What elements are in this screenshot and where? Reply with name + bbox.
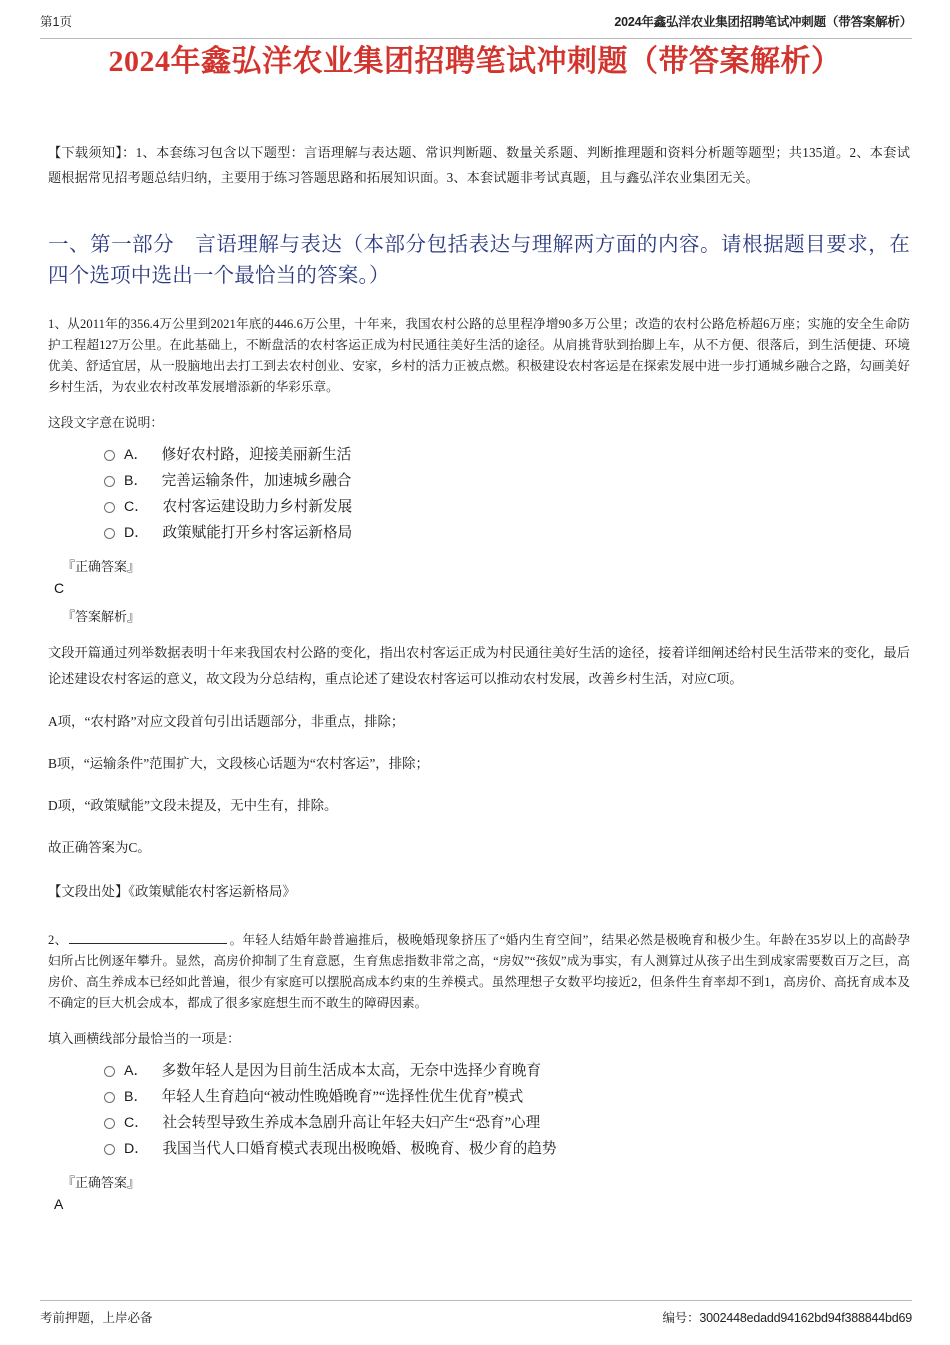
question-1-options [48, 442, 910, 546]
fill-in-blank[interactable] [69, 931, 227, 944]
question-2-stem-text: 。年轻人结婚年龄普遍推后，极晚婚现象挤压了“婚内生育空间”，结果必然是极晚育和极少生。年龄在35岁以上的高龄孕妇所占比例逐年攀升。显然，高房价抑制了生育意愿，生育焦虑指数非常之高，“房奴”“孩奴”成为事实，有人测算过从孩子出生到成家需要数百万之巨，高房价、高生养成本已经如此普遍，很少有家庭可以摆脱高成本约束的生养模式。虽然理想子女数平均接近2，但条件生育率却不到1，高房价、高抚育成本及不确定的巨大机会成本，都成了很多家庭想生而不敢生的障碍因素。 [48, 933, 910, 1010]
question-2-prompt: 填入画横线部分最恰当的一项是： [48, 1032, 240, 1046]
footer-serial [663, 1309, 913, 1327]
radio-button-icon[interactable] [104, 450, 115, 461]
option-text: 修好农村路，迎接美丽新生活 [161, 447, 352, 463]
option-text: 我国当代人口婚育模式表现出极晚婚、极晚育、极少育的趋势 [162, 1141, 557, 1157]
document-body [48, 140, 910, 1214]
footer-slogan: 考前押题，上岸必备 [40, 1311, 153, 1325]
option-text: 农村客运建设助力乡村新发展 [162, 499, 353, 515]
question-1-stem: 1、从2011年的356.4万公里到2021年底的446.6万公里，十年来，我国农村公路的总里程净增90多万公里；改造的农村公路危桥超6万座；实施的安全生命防护工程超127万公里。在此基础上，不断盘活的农村客运正成为村民通往美好生活的途径。从肩挑背驮到抬脚上车，从不方便、很落后，到生活便捷、环境优美、舒适宜居，从一股脑地出去打工到去农村创业、安家，乡村的活力正被点燃。积极建设农村客运是在探索发展中进一步打通城乡融合之路，勾画美好乡村生活，为农业农村改革发展增添新的华彩乐章。 [48, 317, 910, 394]
serial-value: 3002448edadd94162bd94f388844bd69 [699, 1311, 912, 1325]
question-1-source: 【文段出处】《政策赋能农村客运新格局》 [48, 884, 296, 899]
question-1-analysis-label: 『答案解析』 [62, 609, 141, 624]
option-letter: D． [124, 525, 149, 541]
option-text: 政策赋能打开乡村客运新格局 [162, 525, 353, 541]
option-letter: D． [124, 1141, 149, 1157]
question-1-answer-label: 『正确答案』 [62, 559, 141, 574]
radio-button-icon[interactable] [104, 1118, 115, 1129]
question-2-answer-label: 『正确答案』 [62, 1175, 141, 1190]
serial-label: 编号： [662, 1311, 700, 1325]
question-1-answer-value: C [54, 580, 65, 596]
option-c[interactable] [48, 494, 910, 520]
option-text: 社会转型导致生养成本急剧升高让年轻夫妇产生“恐育”心理 [162, 1115, 541, 1131]
question-2-answer-value: A [54, 1196, 64, 1212]
question-1-prompt: 这段文字意在说明： [48, 416, 164, 430]
option-text: 完善运输条件，加速城乡融合 [161, 473, 352, 489]
option-d[interactable] [48, 1136, 910, 1162]
option-letter: C． [124, 1115, 149, 1131]
question-spacer [48, 904, 910, 930]
option-letter: C． [124, 499, 149, 515]
running-footer [40, 1300, 912, 1327]
question-2-number: 2、 [48, 933, 68, 947]
option-letter: B． [124, 1089, 148, 1105]
option-text: 多数年轻人是因为目前生活成本太高，无奈中选择少育晚育 [161, 1063, 542, 1079]
question-1-analysis-item-a: A项，“农村路”对应文段首句引出话题部分，非重点，排除； [48, 714, 405, 729]
option-b[interactable] [48, 1084, 910, 1110]
radio-button-icon[interactable] [104, 1144, 115, 1155]
radio-button-icon[interactable] [104, 1092, 115, 1103]
radio-button-icon[interactable] [104, 528, 115, 539]
option-text: 年轻人生育趋向“被动性晚婚晚育”“选择性优生优育”模式 [161, 1089, 524, 1105]
option-a[interactable] [48, 1058, 910, 1084]
option-d[interactable] [48, 520, 910, 546]
option-b[interactable] [48, 468, 910, 494]
question-1-analysis-item-b: B项，“运输条件”范围扩大，文段核心话题为“农村客运”，排除； [48, 756, 429, 771]
option-letter: B． [124, 473, 148, 489]
question-1-analysis-conclusion: 故正确答案为C。 [48, 840, 151, 855]
radio-button-icon[interactable] [104, 502, 115, 513]
question-1-analysis: 文段开篇通过列举数据表明十年来我国农村公路的变化，指出农村客运正成为村民通往美好生活的途径，接着详细阐述给村民生活带来的变化，最后论述建设农村客运的意义，故文段为分总结构，重点论述了建设农村客运可以推动农村发展，改善乡村生活，对应C项。 [48, 645, 910, 686]
radio-button-icon[interactable] [104, 476, 115, 487]
question-block-1 [48, 314, 910, 904]
radio-button-icon[interactable] [104, 1066, 115, 1077]
running-header-title: 2024年鑫弘洋农业集团招聘笔试冲刺题（带答案解析） [614, 15, 912, 29]
question-2-options [48, 1058, 910, 1162]
question-1-analysis-item-d: D项，“政策赋能”文段未提及，无中生有，排除。 [48, 798, 338, 813]
option-letter: A． [124, 447, 148, 463]
section-heading: 一、第一部分 言语理解与表达（本部分包括表达与理解两方面的内容。请根据题目要求，在四个选项中选出一个最恰当的答案。） [48, 234, 910, 287]
option-c[interactable] [48, 1110, 910, 1136]
document-title: 2024年鑫弘洋农业集团招聘笔试冲刺题（带答案解析） [108, 45, 842, 78]
download-notice: 【下载须知】：1、本套练习包含以下题型：言语理解与表达题、常识判断题、数量关系题、判断推理题和资料分析题等题型；共135道。2、本套试题根据常见招考题总结归纳，主要用于练习答题思路和拓展知识面。3、本套试题非考试真题，且与鑫弘洋农业集团无关。 [48, 145, 910, 185]
page-indicator: 第1页 [40, 15, 72, 29]
question-block-2 [48, 930, 910, 1214]
running-header [40, 14, 912, 39]
option-a[interactable] [48, 442, 910, 468]
option-letter: A． [124, 1063, 148, 1079]
question-2-stem [48, 930, 910, 1014]
